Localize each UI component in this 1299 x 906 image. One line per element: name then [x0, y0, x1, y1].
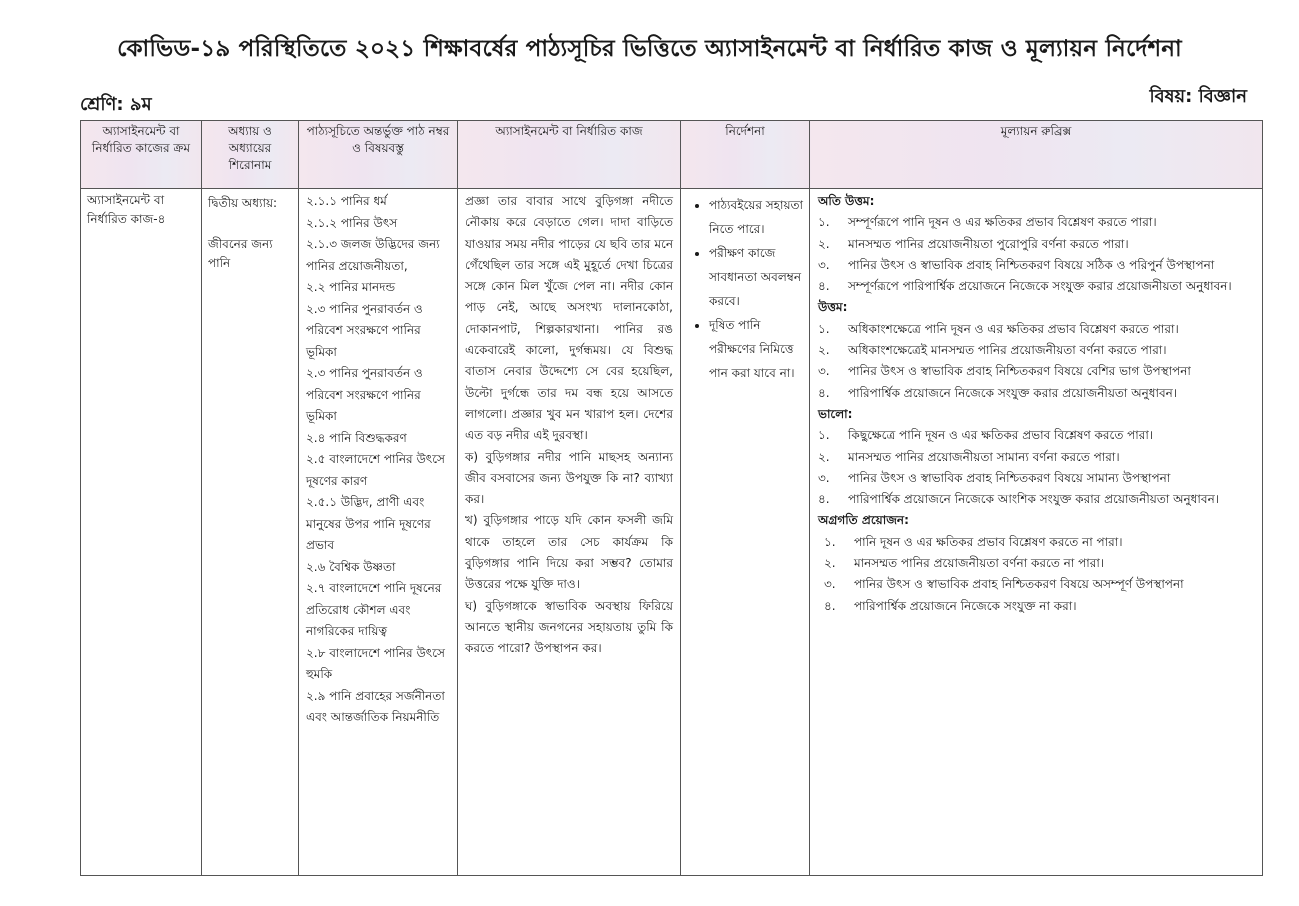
- cell-instructions: [681, 189, 810, 876]
- rubric-item-number: ২.: [818, 236, 830, 251]
- chapter-number: দ্বিতীয় অধ্যায়:: [208, 196, 278, 210]
- cell-rubric: [810, 189, 1263, 876]
- rubric-item-number: ২.: [818, 343, 830, 358]
- lesson-item: ২.৩ পানির পুনরাবর্তন ও পরিবেশ সংরক্ষণে পানির ভূমিকা: [306, 301, 423, 359]
- rubric-item-number: ৩.: [824, 577, 836, 592]
- rubric-item: [818, 212, 1256, 233]
- rubric-item-text: পারিপার্শ্বিক প্রয়োজনে নিজেকে সংযুক্ত করার প্রয়োজনীয়তা অনুধাবন।: [848, 385, 1178, 400]
- rubric-item: [818, 425, 1256, 446]
- instruction-list: [687, 193, 803, 385]
- rubric-item-text: কিছুক্ষেত্রে পানি দূষন ও এর ক্ষতিকর প্রভাব বিশ্লেষণ করতে পারা।: [848, 428, 1154, 443]
- rubric-item: [818, 383, 1256, 404]
- lesson-item: ২.৫ বাংলাদেশে পানির উৎসে দূষণের কারণ: [306, 452, 445, 488]
- rubric-item: [818, 234, 1256, 255]
- rubric-item-text: পারিপার্শ্বিক প্রয়োজনে নিজেকে আংশিক সংযুক্ত করার প্রয়োজনীয়তা অনুধাবন।: [848, 492, 1220, 507]
- table-row: [81, 189, 1263, 876]
- rubric-item: [818, 574, 1256, 595]
- rubric-item-text: মানসম্মত পানির প্রয়োজনীয়তা সামান্য বর্ণনা করতে পারা।: [848, 449, 1120, 464]
- document-title: কোভিড-১৯ পরিস্থিতিতে ২০২১ শিক্ষাবর্ষের পাঠ্যসূচির ভিত্তিতে অ্যাসাইনমেন্ট বা নির্ধারিত কাজ ও মূল্যায়ন নির্দেশনা: [117, 36, 1182, 62]
- rubric-item-number: ২.: [824, 556, 836, 571]
- cell-assignment-no: [81, 189, 202, 876]
- task-question-ka: ক) বুড়িগঙ্গার নদীর পানি মাছসহ অন্যান্য জীব বসবাসের জন্য উপযুক্ত কি না? ব্যাখ্যা কর।: [465, 449, 673, 507]
- rubric-item-text: অধিকাংশক্ষেত্রেই মানসম্মত পানির প্রয়োজনীয়তা বর্ণনা করতে পারা।: [848, 343, 1167, 358]
- lesson-item: ২.২ পানির মানদন্ড: [306, 280, 396, 294]
- rubric-item-text: সম্পূর্ণরূপে পারিপার্শ্বিক প্রয়োজনে নিজেকে সংযুক্ত করার প্রয়োজনীয়তা অনুধাবন।: [848, 279, 1232, 294]
- cell-assignment-task: [458, 189, 681, 876]
- rubric-item-text: পারিপার্শ্বিক প্রয়োজনে নিজেকে সংযুক্ত না করা।: [854, 598, 1077, 613]
- rubric-item: [818, 596, 1256, 617]
- lesson-item: ২.৩ পানির পুনরাবর্তন ও পরিবেশ সংরক্ষণে পানির ভূমিকা: [306, 366, 423, 423]
- header-chapter: অধ্যায় ও অধ্যায়ের শিরোনাম: [202, 121, 299, 189]
- lesson-item: ২.৭ বাংলাদেশে পানি দূষনের প্রতিরোধ কৌশল এবং নাগরিকের দায়িত্ব: [306, 581, 442, 638]
- rubric-item-number: ৪.: [818, 385, 830, 400]
- rubric-item-text: সম্পূর্ণরূপে পানি দূষন ও এর ক্ষতিকর প্রভাব বিশ্লেষণ করতে পারা।: [848, 215, 1157, 230]
- header-assignment-no: অ্যাসাইনমেন্ট বা নির্ধারিত কাজের ক্রম: [81, 121, 202, 189]
- rubric-item-number: ১.: [818, 215, 830, 230]
- lesson-item: ২.৬ বৈশ্বিক উষ্ণতা: [306, 559, 396, 574]
- chapter-title: জীবনের জন্য পানি: [208, 237, 273, 270]
- cell-lessons: [299, 189, 458, 876]
- rubric-item: [818, 447, 1256, 468]
- lesson-item: ২.১.২ পানির উৎস: [306, 215, 398, 230]
- task-question-gha: ঘ) বুড়িগঙ্গাকে স্বাভাবিক অবস্থায় ফিরিয়ে আনতে স্থানীয় জনগনের সহায়তায় তুমি কি করতে পারো? উপস্থাপন কর।: [465, 598, 673, 656]
- class-label: শ্রেণি: ৯ম: [80, 94, 152, 115]
- rubric-item-text: মানসম্মত পানির প্রয়োজনীয়তা বর্ণনা করতে না পারা।: [854, 556, 1105, 571]
- assignment-number: অ্যাসাইনমেন্ট বা নির্ধারিত কাজ-৪: [87, 193, 166, 226]
- rubric-item: [818, 468, 1256, 489]
- subject-label: বিষয়: বিজ্ঞান: [1149, 86, 1247, 107]
- rubric-item: [818, 319, 1256, 340]
- lesson-item: ২.৯ পানি প্রবাহের সর্জনীনতা এবং আন্তর্জাতিক নিয়মনীতি: [306, 688, 445, 724]
- rubric-item: [818, 361, 1256, 382]
- instruction-item: • পরীক্ষণ কাজে সাবধানতা অবলম্বন করবে।: [709, 241, 803, 313]
- rubric-item: [818, 532, 1256, 553]
- header-lessons: পাঠ্যসূচিতে অন্তর্ভুক্ত পাঠ নম্বর ও বিষয়বস্তু: [299, 121, 458, 189]
- rubric-item-number: ২.: [818, 449, 830, 464]
- rubric-item-number: ১.: [818, 321, 830, 336]
- rubric-item-number: ৪.: [824, 598, 836, 613]
- rubric-item-text: অধিকাংশক্ষেত্রে পানি দূষন ও এর ক্ষতিকর প্রভাব বিশ্লেষণ করতে পারা।: [848, 321, 1179, 336]
- rubric-level-excellent: [818, 191, 1256, 297]
- table-header-row: [81, 121, 1263, 189]
- task-scenario: প্রজ্ঞা তার বাবার সাথে বুড়িগঙ্গা নদীতে নৌকায় করে বেড়াতে গেল। দাদা বাড়িতে যাওয়ার সময় নদীর পাড়ের যে ছবি তার মনে গেঁথেছিল তার সঙ্গে এই মুহূর্তে দেখা চিত্রের সঙ্গে কোন মিল খুঁজে পেল না। নদীর কোন পাড় নেই, আছে অসংখ্য দালানকোঠা, দোকানপাট, শিল্পকারখানা। পানির রঙ একেবারেই কালো, দুর্গন্ধময়। যে বিশুদ্ধ বাতাস নেবার উদ্দেশ্যে সে বের হয়েছিল, উল্টো দুর্গন্ধে তার দম বন্ধ হয়ে আসতে লাগলো। প্রজ্ঞার খুব মন খারাপ হল। দেশের এত বড় নদীর এই দুরবস্থা।: [465, 194, 673, 443]
- rubric-level-label: উত্তম:: [818, 300, 848, 315]
- rubric-level-good: [818, 297, 1256, 403]
- assignment-table: [80, 120, 1263, 876]
- rubric-item-text: পানির উৎস ও স্বাভাবিক প্রবাহ নিশ্চিতকরণ বিষয়ে সামান্য উপস্থাপনা: [848, 470, 1171, 485]
- instruction-item: • পাঠ্যবইয়ের সহায়তা নিতে পারে।: [709, 193, 803, 241]
- rubric-item-number: ৩.: [818, 470, 830, 485]
- rubric-item-text: পানির উৎস ও স্বাভাবিক প্রবাহ নিশ্চিতকরণ বিষয়ে অসম্পূর্ণ উপস্থাপনা: [854, 577, 1184, 592]
- cell-chapter: [202, 189, 299, 876]
- header-instructions: নির্দেশনা: [681, 121, 810, 189]
- rubric-item: [818, 489, 1256, 510]
- rubric-item-number: ৩.: [818, 257, 830, 272]
- lesson-item: ২.১.১ পানির ধর্ম: [306, 194, 387, 208]
- rubric-level-label: অতি উত্তম:: [818, 194, 875, 208]
- instruction-item: • দূষিত পানি পরীক্ষণের নিমিত্তে পান করা যাবে না।: [709, 313, 803, 385]
- lesson-item: ২.১.৩ জলজ উদ্ভিদের জন্য পানির প্রয়োজনীয়তা,: [306, 237, 440, 273]
- rubric-item-text: পানি দূষন ও এর ক্ষতিকর প্রভাব বিশ্লেষণ করতে না পারা।: [854, 534, 1123, 549]
- rubric-item: [818, 276, 1256, 297]
- rubric-item-number: ১.: [824, 534, 836, 549]
- rubric-item-number: ১.: [818, 428, 830, 443]
- rubric-item-text: পানির উৎস ও স্বাভাবিক প্রবাহ নিশ্চিতকরণ বিষয়ে সঠিক ও পরিপুর্ন উপস্থাপনা: [848, 257, 1215, 272]
- rubric-item: [818, 255, 1256, 276]
- header-rubric: মূল্যায়ন রুব্রিক্স: [810, 121, 1263, 189]
- rubric-item-number: ৪.: [818, 492, 830, 507]
- task-question-kha: খ) বুড়িগঙ্গার পাড়ে যদি কোন ফসলী জমি থাকে তাহলে তার সেচ কার্যক্রম কি বুড়িগঙ্গার পানি দিয়ে করা সম্ভব? তোমার উত্তরের পক্ষে যুক্তি দাও।: [465, 513, 673, 592]
- rubric-item: [818, 340, 1256, 361]
- rubric-item-number: ৪.: [818, 279, 830, 294]
- rubric-item: [818, 553, 1256, 574]
- rubric-level-label: অগ্রগতি প্রয়োজন:: [818, 513, 909, 528]
- rubric-level-label: ভালো:: [818, 406, 853, 421]
- rubric-item-text: মানসম্মত পানির প্রয়োজনীয়তা পুরোপুরি বর্ণনা করতে পারা।: [848, 236, 1129, 251]
- header-assignment-task: অ্যাসাইনমেন্ট বা নির্ধারিত কাজ: [458, 121, 681, 189]
- rubric-item-text: পানির উৎস ও স্বাভাবিক প্রবাহ নিশ্চিতকরণ বিষয়ে বেশির ভাগ উপস্থাপনা: [848, 364, 1191, 379]
- lesson-item: ২.৮ বাংলাদেশে পানির উৎসে হুমকি: [306, 645, 445, 681]
- lesson-item: ২.৪ পানি বিশুদ্ধকরণ: [306, 430, 407, 445]
- rubric-level-needs-improvement: [818, 510, 1256, 616]
- rubric-level-fair: [818, 404, 1256, 510]
- rubric-item-number: ৩.: [818, 364, 830, 379]
- lesson-item: ২.৫.১ উদ্ভিদ, প্রাণী এবং মানুষের উপর পানি দূষণের প্রভাব: [306, 495, 431, 552]
